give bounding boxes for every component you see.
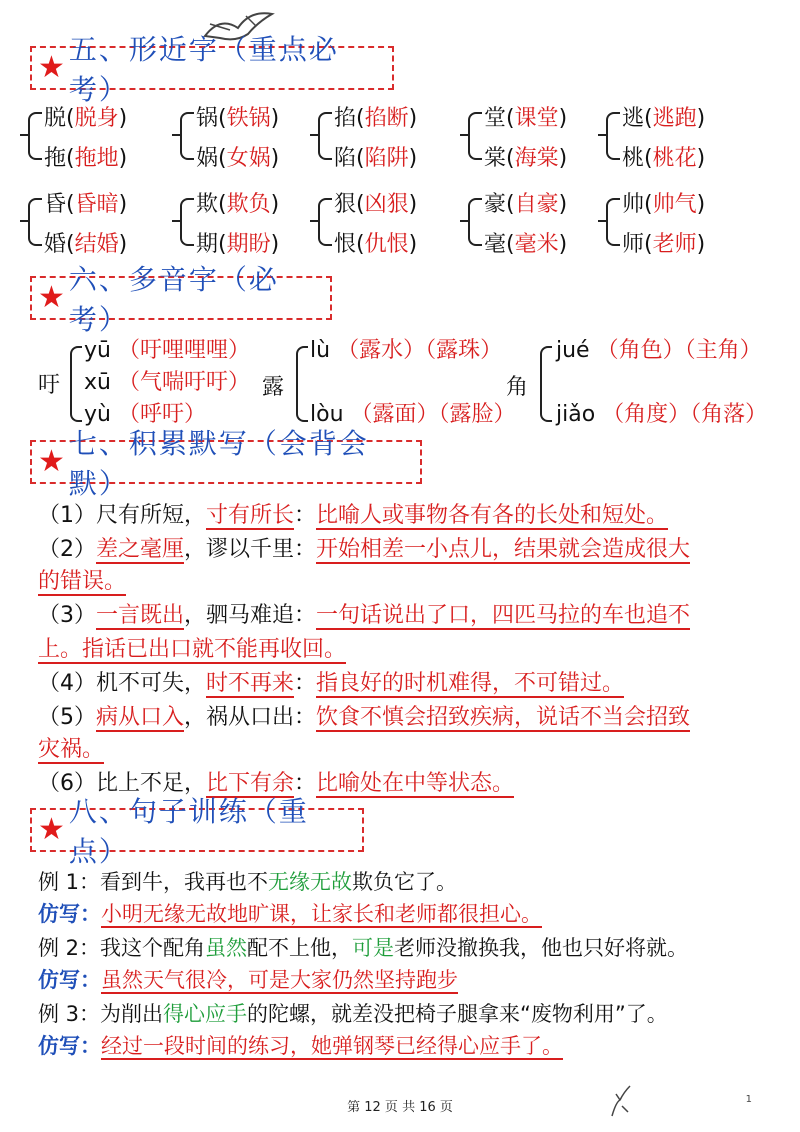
word: 帅气 bbox=[652, 192, 697, 217]
similar-char-row: 恨(仇恨) bbox=[334, 232, 418, 257]
similar-char-row: 欺(欺负) bbox=[196, 192, 280, 217]
similar-char-row: 脱(脱身) bbox=[44, 106, 128, 131]
similar-char-row: 掐(掐断) bbox=[334, 106, 418, 131]
similar-char-pair bbox=[318, 104, 468, 174]
polyphone-char-xu: 吁 bbox=[38, 373, 61, 398]
similar-char-pair bbox=[468, 190, 618, 260]
character: 豪 bbox=[484, 192, 507, 217]
recite-line-2: （2）差之毫厘，谬以千里：开始相差一小点儿，结果就会造成很大 bbox=[38, 537, 691, 562]
character: 婚 bbox=[44, 232, 67, 257]
recite-line-4: （4）机不可失，时不再来：指良好的时机难得，不可错过。 bbox=[38, 671, 625, 696]
similar-char-row: 婚(结婚) bbox=[44, 232, 128, 257]
similar-char-pair bbox=[606, 104, 756, 174]
word: 仇恨 bbox=[364, 232, 409, 257]
character: 拖 bbox=[44, 146, 67, 171]
character: 掐 bbox=[334, 106, 357, 131]
section-title: 七、积累默写（会背会默） bbox=[68, 427, 369, 500]
section-title: 六、多音字（必考） bbox=[68, 263, 279, 336]
section-title: 八、句子训练（重点） bbox=[68, 795, 309, 868]
similar-char-row: 昏(昏暗) bbox=[44, 192, 128, 217]
character: 锅 bbox=[196, 106, 219, 131]
similar-char-row: 拖(拖地) bbox=[44, 146, 128, 171]
brace bbox=[70, 346, 82, 422]
pron-row: lòu （露面）（露脸） bbox=[310, 402, 516, 427]
recite-line-5b: 灾祸。 bbox=[38, 737, 105, 762]
similar-char-pair bbox=[318, 190, 468, 260]
brace bbox=[28, 112, 42, 160]
character: 脱 bbox=[44, 106, 67, 131]
character: 堂 bbox=[484, 106, 507, 131]
similar-char-pair bbox=[468, 104, 618, 174]
brace bbox=[540, 346, 552, 422]
character: 陷 bbox=[334, 146, 357, 171]
imitation-3: 仿写：经过一段时间的练习，她弹钢琴已经得心应手了。 bbox=[38, 1034, 563, 1058]
similar-char-pair bbox=[180, 190, 330, 260]
section-header-7 bbox=[30, 427, 422, 500]
brace bbox=[28, 198, 42, 246]
brace bbox=[180, 198, 194, 246]
brace bbox=[468, 198, 482, 246]
word: 毫米 bbox=[514, 232, 559, 257]
word: 结婚 bbox=[74, 232, 119, 257]
character: 娲 bbox=[196, 146, 219, 171]
page-footer: 第 12 页 共 16 页 bbox=[347, 1100, 453, 1115]
similar-char-row: 帅(帅气) bbox=[622, 192, 706, 217]
word: 老师 bbox=[652, 232, 697, 257]
example-1: 例 1：看到牛，我再也不无缘无故欺负它了。 bbox=[38, 870, 458, 894]
polyphone-char-lu: 露 bbox=[262, 375, 285, 400]
recite-line-6: （6）比上不足，比下有余：比喻处在中等状态。 bbox=[38, 771, 515, 796]
brace bbox=[296, 346, 308, 422]
section-header-6 bbox=[30, 263, 332, 336]
character: 狠 bbox=[334, 192, 357, 217]
similar-char-row: 棠(海棠) bbox=[484, 146, 568, 171]
pron-row: yū （吁哩哩哩） bbox=[84, 338, 250, 363]
similar-char-pair bbox=[180, 104, 330, 174]
character: 恨 bbox=[334, 232, 357, 257]
brace bbox=[318, 198, 332, 246]
character: 师 bbox=[622, 232, 645, 257]
character: 逃 bbox=[622, 106, 645, 131]
word: 掐断 bbox=[364, 106, 409, 131]
word: 铁锅 bbox=[226, 106, 271, 131]
recite-line-3b: 上。指话已出口就不能再收回。 bbox=[38, 637, 347, 662]
character: 棠 bbox=[484, 146, 507, 171]
similar-char-row: 娲(女娲) bbox=[196, 146, 280, 171]
example-2: 例 2：我这个配角虽然配不上他，可是老师没撤换我，他也只好将就。 bbox=[38, 936, 689, 960]
star-icon: ★ bbox=[38, 280, 65, 315]
similar-char-row: 豪(自豪) bbox=[484, 192, 568, 217]
character: 昏 bbox=[44, 192, 67, 217]
character: 毫 bbox=[484, 232, 507, 257]
imitation-1: 仿写：小明无缘无故地旷课，让家长和老师都很担心。 bbox=[38, 902, 542, 926]
similar-char-row: 陷(陷阱) bbox=[334, 146, 418, 171]
similar-char-row: 师(老师) bbox=[622, 232, 706, 257]
brace bbox=[606, 112, 620, 160]
section-title: 五、形近字（重点必考） bbox=[68, 33, 339, 106]
star-icon: ★ bbox=[38, 50, 65, 85]
brace bbox=[606, 198, 620, 246]
pron-row: xū （气喘吁吁） bbox=[84, 370, 250, 395]
word: 课堂 bbox=[514, 106, 559, 131]
character: 欺 bbox=[196, 192, 219, 217]
star-icon: ★ bbox=[38, 444, 65, 479]
recite-line-3: （3）一言既出，驷马难追：一句话说出了口，四匹马拉的车也追不 bbox=[38, 603, 691, 628]
star-icon: ★ bbox=[38, 812, 65, 847]
word: 桃花 bbox=[652, 146, 697, 171]
similar-char-row: 期(期盼) bbox=[196, 232, 280, 257]
word: 脱身 bbox=[74, 106, 119, 131]
pron-row: yù （呼吁） bbox=[84, 402, 206, 427]
section-header-5 bbox=[30, 33, 394, 106]
page-number: 1 bbox=[745, 1094, 752, 1105]
similar-char-row: 锅(铁锅) bbox=[196, 106, 280, 131]
similar-char-pair bbox=[606, 190, 756, 260]
word: 昏暗 bbox=[74, 192, 119, 217]
similar-char-row: 逃(逃跑) bbox=[622, 106, 706, 131]
word: 拖地 bbox=[74, 146, 119, 171]
similar-char-row: 毫(毫米) bbox=[484, 232, 568, 257]
example-3: 例 3：为削出得心应手的陀螺，就差没把椅子腿拿来“废物利用”了。 bbox=[38, 1002, 668, 1026]
similar-char-pair bbox=[28, 190, 178, 260]
brace bbox=[468, 112, 482, 160]
character: 桃 bbox=[622, 146, 645, 171]
brace bbox=[318, 112, 332, 160]
similar-char-row: 桃(桃花) bbox=[622, 146, 706, 171]
similar-char-pair bbox=[28, 104, 178, 174]
pron-row: jiǎo （角度）（角落） bbox=[556, 402, 768, 427]
brace bbox=[180, 112, 194, 160]
word: 自豪 bbox=[514, 192, 559, 217]
similar-char-row: 堂(课堂) bbox=[484, 106, 568, 131]
pron-row: jué （角色）（主角） bbox=[556, 338, 762, 363]
recite-line-2b: 的错误。 bbox=[38, 569, 127, 594]
word: 凶狠 bbox=[364, 192, 409, 217]
imitation-2: 仿写：虽然天气很冷，可是大家仍然坚持跑步 bbox=[38, 968, 458, 992]
section-header-8 bbox=[30, 795, 364, 868]
character: 期 bbox=[196, 232, 219, 257]
word: 欺负 bbox=[226, 192, 271, 217]
word: 陷阱 bbox=[364, 146, 409, 171]
word: 逃跑 bbox=[652, 106, 697, 131]
pron-row: lù （露水）（露珠） bbox=[310, 338, 503, 363]
recite-line-5: （5）病从口入，祸从口出：饮食不慎会招致疾病，说话不当会招致 bbox=[38, 705, 691, 730]
recite-line-1: （1）尺有所短，寸有所长：比喻人或事物各有各的长处和短处。 bbox=[38, 503, 669, 528]
word: 女娲 bbox=[226, 146, 271, 171]
polyphone-char-jiao: 角 bbox=[506, 375, 529, 400]
similar-char-row: 狠(凶狠) bbox=[334, 192, 418, 217]
word: 期盼 bbox=[226, 232, 271, 257]
word: 海棠 bbox=[514, 146, 559, 171]
character: 帅 bbox=[622, 192, 645, 217]
